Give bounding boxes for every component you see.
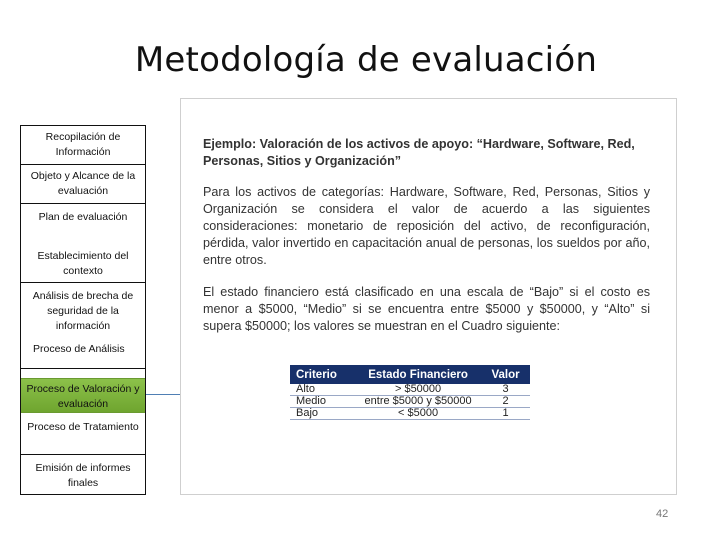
valoracion-table xyxy=(290,365,530,420)
methodology-steps-list xyxy=(20,125,146,495)
table-row xyxy=(290,396,530,408)
step-recopilacion[interactable]: Recopilación de Información xyxy=(21,126,145,165)
cell-estado: > $50000 xyxy=(355,384,481,396)
cell-valor: 2 xyxy=(481,396,530,408)
step-analisis-brecha[interactable]: Análisis de brecha de seguridad de la información xyxy=(32,290,134,332)
paragraph-estado-financiero: El estado financiero está clasificado en una escala de “Bajo” si el costo es menor a $5000, “Medio” si se encuentra entre $5000 y $50000, y “Alto” si supera $50000; los valores se muestran en el Cuadro siguiente: xyxy=(203,285,650,333)
example-title: Ejemplo: Valoración de los activos de apoyo: “Hardware, Software, Red, Personas, Sitios y Organización” xyxy=(203,137,635,168)
step-proceso-valoracion[interactable]: Proceso de Valoración y evaluación xyxy=(21,378,145,413)
slide-title: Metodología de evaluación xyxy=(134,40,598,80)
page-number: 42 xyxy=(656,508,669,520)
step-connector-line xyxy=(146,394,180,395)
cell-estado: < $5000 xyxy=(355,408,481,420)
cell-valor: 1 xyxy=(481,408,530,420)
step-emision-informes[interactable]: Emisión de informes finales xyxy=(35,462,131,489)
table-header-row xyxy=(290,365,530,384)
header-estado-financiero: Estado Financiero xyxy=(355,365,481,384)
cell-criterio: Bajo xyxy=(290,408,355,420)
table-row xyxy=(290,408,530,420)
step-proceso-analisis[interactable]: Proceso de Análisis xyxy=(21,335,145,369)
header-valor: Valor xyxy=(481,365,530,384)
cell-criterio: Alto xyxy=(290,384,355,396)
step-establecimiento-contexto[interactable]: Establecimiento del contexto xyxy=(21,241,145,283)
cell-valor: 3 xyxy=(481,384,530,396)
paragraph-categorias: Para los activos de categorías: Hardware, Software, Red, Personas, Sitios y Organización se considera el valor de acuerdo a las siguientes consideraciones: monetario de reposición del activo, de reconfiguración, pérdida, valor invertido en capacitación anual de personas, los sueldos por año, entre otros. xyxy=(203,185,650,267)
step-plan-evaluacion[interactable]: Plan de evaluación xyxy=(38,211,128,223)
step-objeto-alcance[interactable]: Objeto y Alcance de la evaluación xyxy=(21,165,145,204)
step-proceso-tratamiento[interactable]: Proceso de Tratamiento xyxy=(21,413,145,455)
cell-criterio: Medio xyxy=(290,396,355,408)
cell-estado: entre $5000 y $50000 xyxy=(355,396,481,408)
table-row xyxy=(290,384,530,396)
header-criterio: Criterio xyxy=(290,365,355,384)
